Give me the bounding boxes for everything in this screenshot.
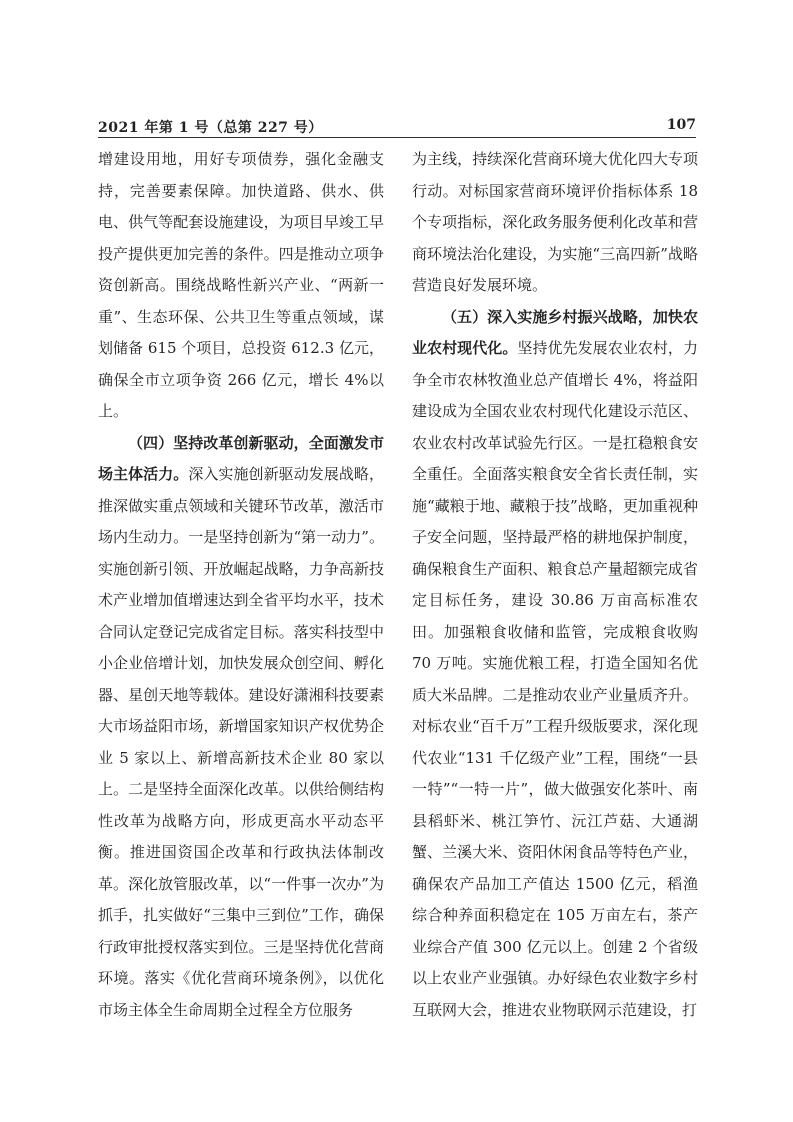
section-five-heading: （五）深入实施乡村振兴战略，加快农业农村现代化。 xyxy=(412,307,698,357)
paragraph-section-five xyxy=(412,302,698,1027)
section-five-body: 坚持优先发展农业农村，力争全市农林牧渔业总产值增长 4%，将益阳建设成为全国农业农村现代化建设示范区、农业农村改革试验先行区。一是扛稳粮食安全重任。全面落实粮食安全省长责任制，实施“藏粮于地、藏粮于技”战略，更加重视种子安全问题，坚持最严格的耕地保护制度，确保粮食生产面积、粮食总产量超额完成省定目标任务，建设 30.86 万亩高标准农田。加强粮食收储和监管，完成粮食收购 70 万吨。实施优粮工程，打造全国知名优质大米品牌。二是推动农业产业量质齐升。对标农业“百千万”工程升级版要求，深化现代农业“131 千亿级产业”工程，围绕“一县一特”“一特一片”，做大做强安化茶叶、南县稻虾米、桃江笋竹、沅江芦菇、大通湖蟹、兰溪大米、资阳休闲食品等特色产业，确保农产品加工产值达 1500 亿元，稻渔综合种养面积稳定在 105 万亩左右，茶产业综合产值 300 亿元以上。创建 2 个省级以上农业产业强镇。办好绿色农业数字乡村互联网大会，推进农业物联网示范建设，打 xyxy=(412,339,698,1019)
section-four-heading: （四）坚持改革创新驱动，全面激发市场主体活力。 xyxy=(98,433,384,483)
paragraph-continued: 增建设用地，用好专项债券，强化金融支持，完善要素保障。加快道路、供水、供电、供气等配套设施建设，为项目早竣工早投产提供更加完善的条件。四是推动立项争资创新高。围绕战略性新兴产业、“两新一重”、生态环保、公共卫生等重点领域，谋划储备 615 个项目，总投资 612.3 亿元，确保全市立项争资 266 亿元，增长 4%以上。 xyxy=(98,150,384,420)
journal-issue: 2021 年第 1 号（总第 227 号） xyxy=(98,120,323,136)
paragraph-continued-right: 为主线，持续深化营商环境大优化四大专项行动。对标国家营商环境评价指标体系 18 个专项指标，深化政务服务便利化改革和营商环境法治化建设，为实施“三高四新”战略营造良好发展环境。 xyxy=(412,150,698,294)
section-four-body: 深入实施创新驱动发展战略，推深做实重点领域和关键环节改革，激活市场内生动力。一是坚持创新为“第一动力”。实施创新引领、开放崛起战略，力争高新技术产业增加值增速达到全省平均水平，技术合同认定登记完成省定目标。落实科技型中小企业倍增计划，加快发展众创空间、孵化器、星创天地等载体。建设好潇湘科技要素大市场益阳市场，新增国家知识产权优势企业 5 家以上、新增高新技术企业 80 家以上。二是坚持全面深化改革。以供给侧结构性改革为战略方向，形成更高水平动态平衡。推进国资国企改革和行政执法体制改革。深化放管服改革，以“一件事一次办”为抓手，扎实做好“三集中三到位”工作，确保行政审批授权落实到位。三是坚持优化营商环境。落实《优化营商环境条例》，以优化市场主体全生命周期全过程全方位服务 xyxy=(98,465,384,1019)
left-column xyxy=(98,144,384,1084)
paragraph-section-four xyxy=(98,428,384,1027)
header-rule xyxy=(98,137,696,138)
page-number: 107 xyxy=(666,117,696,133)
right-column xyxy=(412,144,698,1084)
page-header xyxy=(98,117,696,139)
